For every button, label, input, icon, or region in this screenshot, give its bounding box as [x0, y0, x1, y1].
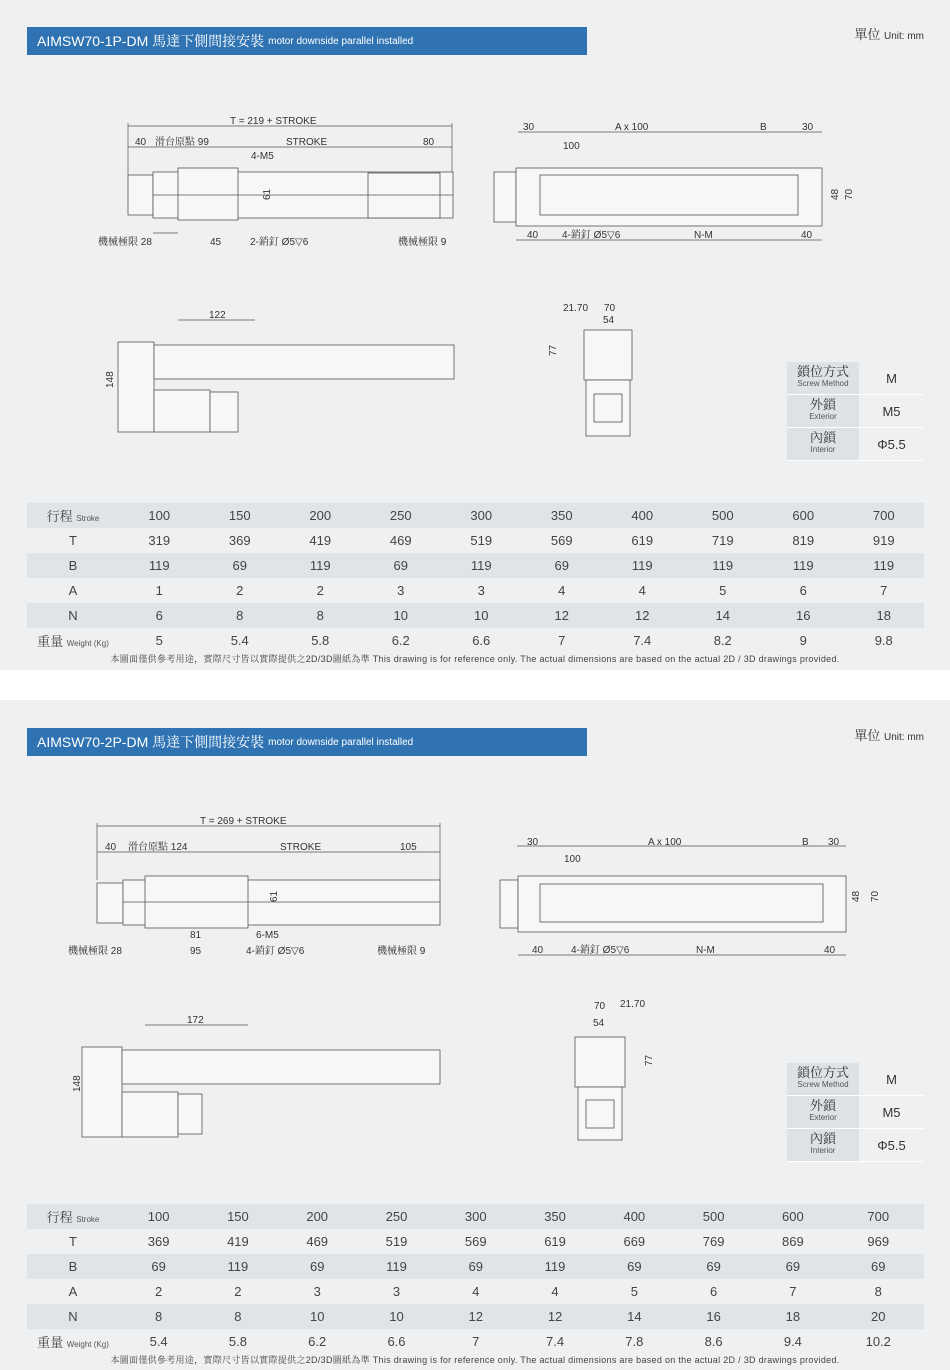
table-cell: 4 [515, 1279, 594, 1304]
table-cell: 3 [278, 1279, 357, 1304]
table-cell: 569 [436, 1229, 515, 1254]
stroke-row [27, 503, 924, 528]
spec-method-label: 鎖位方式 Screw Method [787, 1063, 859, 1096]
dim-mech-right: 機械極限 9 [398, 237, 447, 248]
table-cell: 8 [119, 1304, 198, 1329]
dim-stroke: STROKE [280, 842, 322, 853]
section-1-title-en: motor downside parallel installed [268, 35, 414, 47]
dim-t-formula: T = 219 + STROKE [230, 116, 317, 127]
table-cell: 200 [280, 503, 361, 528]
spec-method-value: M [859, 1063, 924, 1096]
dim-s148: 148 [105, 371, 116, 388]
top-view-1 [494, 122, 855, 241]
table-cell: 2 [198, 1279, 277, 1304]
dim-nm: N-M [694, 230, 713, 241]
dim-mech-right: 機械極限 9 [377, 946, 426, 957]
stroke-header: 行程 Stroke [27, 503, 119, 528]
table-cell: 100 [119, 1204, 198, 1229]
dim-r100: 100 [563, 141, 580, 152]
front-view-2 [72, 1015, 440, 1137]
table-cell: 569 [522, 528, 603, 553]
table-cell: 69 [278, 1254, 357, 1279]
table-cell: 669 [595, 1229, 674, 1254]
table-cell: 369 [119, 1229, 198, 1254]
row-b [27, 553, 924, 578]
row-header-t: T [27, 1229, 119, 1254]
row-header-a: A [27, 1279, 119, 1304]
dim-rpin: 4-銷釘 Ø5▽6 [562, 230, 621, 241]
table-cell: 119 [844, 553, 925, 578]
table-cell: 7 [522, 628, 603, 653]
dim-b: B [760, 122, 767, 133]
table-cell: 419 [198, 1229, 277, 1254]
dim-r48: 48 [830, 188, 841, 200]
table-cell: 469 [278, 1229, 357, 1254]
dim-e54: 54 [593, 1018, 605, 1029]
table-cell: 7.4 [602, 628, 683, 653]
table-cell: 5.8 [280, 628, 361, 653]
dim-r30b: 30 [828, 837, 840, 848]
table-cell: 119 [602, 553, 683, 578]
row-n [27, 603, 924, 628]
spec-interior-label: 內鎖 Interior [787, 1129, 859, 1162]
table-cell: 8 [280, 603, 361, 628]
table-cell: 500 [674, 1204, 753, 1229]
dim-r30a: 30 [527, 837, 539, 848]
table-cell: 2 [280, 578, 361, 603]
dim-61: 61 [262, 188, 273, 200]
dim-pin: 2-銷釘 Ø5▽6 [250, 237, 309, 248]
dim-t-formula: T = 269 + STROKE [200, 816, 287, 827]
table-cell: 119 [683, 553, 764, 578]
table-cell: 6.6 [357, 1329, 436, 1354]
dim-e21: 21.70 [620, 999, 646, 1010]
dim-e70: 70 [604, 303, 616, 314]
table-cell: 519 [441, 528, 522, 553]
table-cell: 12 [602, 603, 683, 628]
table-cell: 119 [280, 553, 361, 578]
table-cell: 2 [200, 578, 281, 603]
spec-table-1 [787, 362, 924, 461]
table-cell: 4 [522, 578, 603, 603]
section-1-panel [0, 0, 950, 670]
dim-81: 81 [190, 930, 202, 941]
dim-b: B [802, 837, 809, 848]
dim-s122: 122 [209, 310, 226, 321]
dim-stroke: STROKE [286, 137, 328, 148]
table-cell: 150 [200, 503, 281, 528]
table-cell: 700 [844, 503, 925, 528]
table-cell: 119 [763, 553, 844, 578]
weight-header: 重量 Weight (Kg) [27, 1329, 119, 1354]
table-cell: 5 [595, 1279, 674, 1304]
table-cell: 150 [198, 1204, 277, 1229]
front-view-1 [105, 310, 454, 432]
section-1-note: 本圖面僅供參考用途，實際尺寸皆以實際提供之2D/3D圖紙為準 This drawing is for reference only. The actual dimensions are based on the actual 2D / 3D drawings provided. [110, 654, 840, 664]
table-cell: 250 [357, 1204, 436, 1229]
dim-r40b: 40 [824, 945, 836, 956]
row-header-b: B [27, 1254, 119, 1279]
row-a [27, 578, 924, 603]
table-cell: 6 [119, 603, 200, 628]
table-cell: 7 [753, 1279, 832, 1304]
dim-s148: 148 [72, 1075, 83, 1092]
table-cell: 7.4 [515, 1329, 594, 1354]
dim-40: 40 [135, 137, 147, 148]
table-cell: 2 [119, 1279, 198, 1304]
table-cell: 12 [436, 1304, 515, 1329]
spec-exterior-label: 外鎖 Exterior [787, 395, 859, 428]
table-cell: 700 [833, 1204, 924, 1229]
row-header-b: B [27, 553, 119, 578]
dim-e70: 70 [594, 1001, 606, 1012]
table-cell: 819 [763, 528, 844, 553]
table-cell: 8.6 [674, 1329, 753, 1354]
table-cell: 600 [753, 1204, 832, 1229]
dim-45: 45 [210, 237, 222, 248]
table-cell: 3 [361, 578, 442, 603]
table-cell: 619 [515, 1229, 594, 1254]
table-cell: 119 [357, 1254, 436, 1279]
table-cell: 500 [683, 503, 764, 528]
table-cell: 1 [119, 578, 200, 603]
table-cell: 119 [198, 1254, 277, 1279]
table-cell: 419 [280, 528, 361, 553]
table-cell: 69 [595, 1254, 674, 1279]
table-cell: 10 [278, 1304, 357, 1329]
table-cell: 4 [602, 578, 683, 603]
table-cell: 69 [674, 1254, 753, 1279]
table-cell: 719 [683, 528, 764, 553]
table-cell: 519 [357, 1229, 436, 1254]
table-cell: 20 [833, 1304, 924, 1329]
spec-method-value: M [859, 362, 924, 395]
weight-row [27, 628, 924, 653]
table-cell: 6.2 [278, 1329, 357, 1354]
section-2-title-cn: AIMSW70-2P-DM 馬達下側間接安裝 [37, 734, 265, 750]
table-cell: 6 [763, 578, 844, 603]
table-cell: 7.8 [595, 1329, 674, 1354]
section-2-title-en: motor downside parallel installed [268, 736, 414, 748]
table-cell: 869 [753, 1229, 832, 1254]
dim-e21: 21.70 [563, 303, 589, 314]
dim-rpin: 4-銷釘 Ø5▽6 [571, 945, 630, 956]
section-2-panel [0, 700, 950, 1370]
table-cell: 14 [595, 1304, 674, 1329]
dim-mech-left: 機械極限 28 [98, 237, 152, 248]
weight-header: 重量 Weight (Kg) [27, 628, 119, 653]
table-cell: 10 [441, 603, 522, 628]
row-a [27, 1279, 924, 1304]
spec-interior-value: Φ5.5 [859, 428, 924, 461]
top-view-2 [500, 837, 881, 956]
table-cell: 9.4 [753, 1329, 832, 1354]
table-cell: 16 [674, 1304, 753, 1329]
dim-80: 80 [423, 137, 435, 148]
unit-en: Unit: mm [884, 732, 924, 743]
dim-r40a: 40 [527, 230, 539, 241]
table-cell: 300 [441, 503, 522, 528]
spec-table-2 [787, 1063, 924, 1162]
table-cell: 8 [198, 1304, 277, 1329]
table-cell: 119 [515, 1254, 594, 1279]
table-cell: 6.6 [441, 628, 522, 653]
table-cell: 69 [361, 553, 442, 578]
section-2-note: 本圖面僅供參考用途，實際尺寸皆以實際提供之2D/3D圖紙為準 This drawing is for reference only. The actual dimensions are based on the actual 2D / 3D drawings provided. [110, 1355, 840, 1365]
table-cell: 400 [602, 503, 683, 528]
table-cell: 200 [278, 1204, 357, 1229]
table-cell: 6 [674, 1279, 753, 1304]
table-cell: 12 [515, 1304, 594, 1329]
table-cell: 5 [683, 578, 764, 603]
side-view-2 [68, 816, 440, 957]
dim-origin: 滑台原點 99 [155, 137, 209, 148]
row-t [27, 1229, 924, 1254]
dim-e54: 54 [603, 315, 615, 326]
table-cell: 969 [833, 1229, 924, 1254]
table-cell: 369 [200, 528, 281, 553]
dim-ax100: A x 100 [615, 122, 649, 133]
dim-r30a: 30 [523, 122, 535, 133]
unit-en: Unit: mm [884, 31, 924, 42]
side-view-1 [98, 116, 453, 248]
row-header-n: N [27, 603, 119, 628]
dim-pin: 4-銷釘 Ø5▽6 [246, 946, 305, 957]
row-t [27, 528, 924, 553]
stroke-header: 行程 Stroke [27, 1204, 119, 1229]
table-cell: 69 [522, 553, 603, 578]
table-cell: 4 [436, 1279, 515, 1304]
table-cell: 3 [357, 1279, 436, 1304]
dim-40: 40 [105, 842, 117, 853]
dim-r48: 48 [851, 890, 862, 902]
spec-interior-label: 內鎖 Interior [787, 428, 859, 461]
unit-cn: 單位 [854, 27, 881, 42]
table-cell: 8.2 [683, 628, 764, 653]
table-cell: 769 [674, 1229, 753, 1254]
table-cell: 919 [844, 528, 925, 553]
section-1-title-cn: AIMSW70-1P-DM 馬達下側間接安裝 [37, 33, 265, 49]
table-cell: 3 [441, 578, 522, 603]
table-cell: 8 [833, 1279, 924, 1304]
table-cell: 100 [119, 503, 200, 528]
table-cell: 10 [361, 603, 442, 628]
table-cell: 119 [119, 553, 200, 578]
table-cell: 119 [441, 553, 522, 578]
table-cell: 12 [522, 603, 603, 628]
table-cell: 5.4 [200, 628, 281, 653]
stroke-table-1 [27, 503, 924, 653]
table-cell: 69 [833, 1254, 924, 1279]
weight-row [27, 1329, 924, 1354]
table-cell: 8 [200, 603, 281, 628]
stroke-table-2 [27, 1204, 924, 1354]
dim-e77: 77 [644, 1054, 655, 1066]
table-cell: 350 [522, 503, 603, 528]
dim-r70: 70 [870, 890, 881, 902]
table-cell: 9.8 [844, 628, 925, 653]
table-cell: 300 [436, 1204, 515, 1229]
table-cell: 69 [436, 1254, 515, 1279]
spec-exterior-value: M5 [859, 1096, 924, 1129]
table-cell: 5.4 [119, 1329, 198, 1354]
dim-e77: 77 [548, 344, 559, 356]
table-cell: 14 [683, 603, 764, 628]
table-cell: 469 [361, 528, 442, 553]
dim-m5: 6-M5 [256, 930, 279, 941]
unit-cn: 單位 [854, 728, 881, 743]
table-cell: 69 [119, 1254, 198, 1279]
dim-mech-left: 機械極限 28 [68, 946, 122, 957]
table-cell: 18 [844, 603, 925, 628]
table-cell: 319 [119, 528, 200, 553]
spec-interior-value: Φ5.5 [859, 1129, 924, 1162]
dim-105: 105 [400, 842, 417, 853]
table-cell: 69 [753, 1254, 832, 1279]
spec-exterior-label: 外鎖 Exterior [787, 1096, 859, 1129]
stroke-row [27, 1204, 924, 1229]
table-cell: 69 [200, 553, 281, 578]
dim-r70: 70 [844, 188, 855, 200]
dim-s172: 172 [187, 1015, 204, 1026]
table-cell: 6.2 [361, 628, 442, 653]
table-cell: 5.8 [198, 1329, 277, 1354]
row-header-n: N [27, 1304, 119, 1329]
row-b [27, 1254, 924, 1279]
spec-exterior-value: M5 [859, 395, 924, 428]
dim-origin: 滑台原點 124 [128, 842, 188, 853]
table-cell: 350 [515, 1204, 594, 1229]
end-view-1 [548, 303, 632, 436]
dim-m5: 4-M5 [251, 151, 274, 162]
dim-95: 95 [190, 946, 202, 957]
dim-r40a: 40 [532, 945, 544, 956]
dim-r30b: 30 [802, 122, 814, 133]
spec-method-label: 鎖位方式 Screw Method [787, 362, 859, 395]
row-header-a: A [27, 578, 119, 603]
table-cell: 619 [602, 528, 683, 553]
table-cell: 600 [763, 503, 844, 528]
table-cell: 7 [436, 1329, 515, 1354]
dim-61: 61 [269, 890, 280, 902]
dim-ax100: A x 100 [648, 837, 682, 848]
dim-r40b: 40 [801, 230, 813, 241]
table-cell: 9 [763, 628, 844, 653]
row-header-t: T [27, 528, 119, 553]
row-n [27, 1304, 924, 1329]
table-cell: 7 [844, 578, 925, 603]
table-cell: 5 [119, 628, 200, 653]
table-cell: 400 [595, 1204, 674, 1229]
table-cell: 18 [753, 1304, 832, 1329]
table-cell: 16 [763, 603, 844, 628]
table-cell: 10 [357, 1304, 436, 1329]
end-view-2 [575, 999, 655, 1140]
dim-nm: N-M [696, 945, 715, 956]
table-cell: 250 [361, 503, 442, 528]
table-cell: 10.2 [833, 1329, 924, 1354]
dim-r100: 100 [564, 854, 581, 865]
